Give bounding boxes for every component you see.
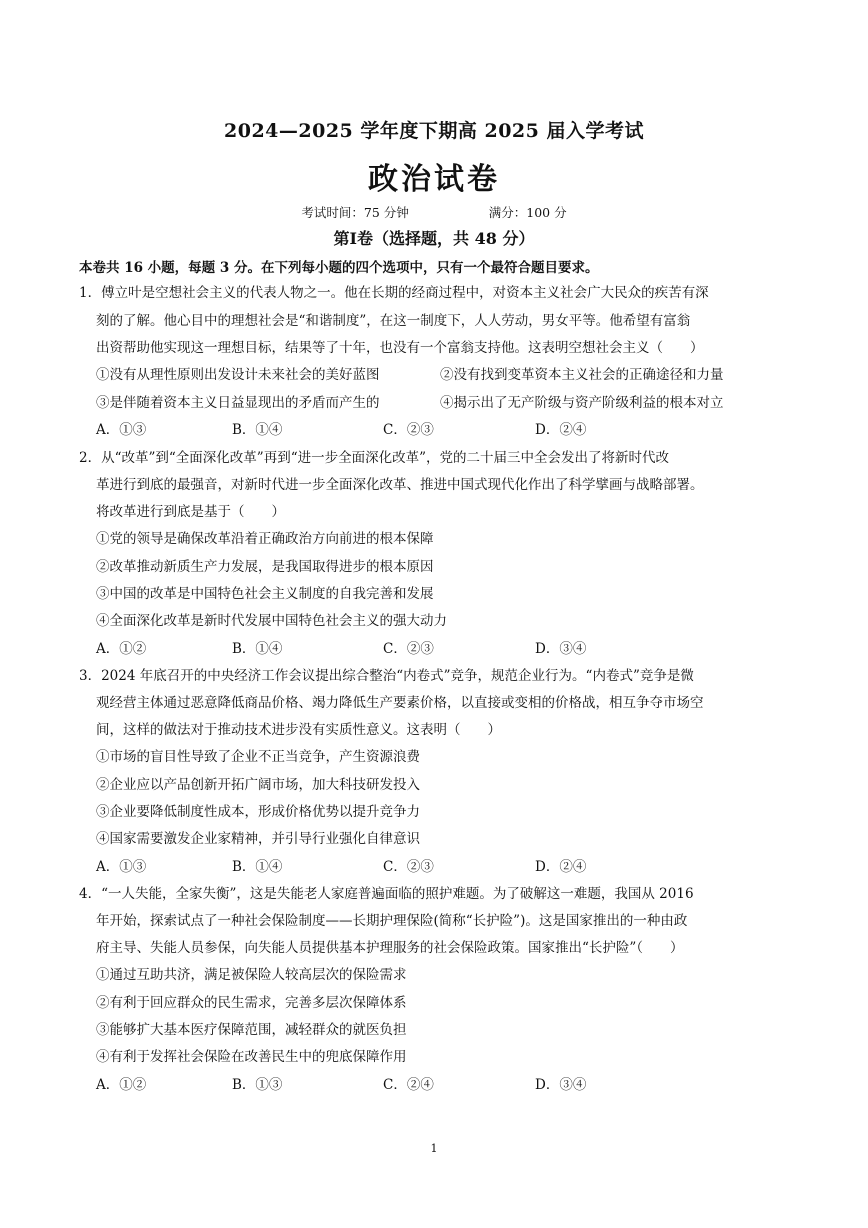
question-2-statement-2: ②改革推动新质生产力发展，是我国取得进步的根本原因 bbox=[96, 559, 434, 575]
question-2-stem-line: 2．从“改革”到“全面深化改革”再到“进一步全面深化改革”，党的二十届三中全会发出了将新时代改 bbox=[79, 450, 669, 466]
question-3-option-c[interactable]: C．②③ bbox=[383, 859, 434, 875]
question-2-statement-4: ④全面深化改革是新时代发展中国特色社会主义的强大动力 bbox=[96, 613, 447, 629]
question-1-statement-4: ④揭示出了无产阶级与资产阶级利益的根本对立 bbox=[440, 395, 724, 411]
exam-meta bbox=[0, 203, 868, 221]
question-4-stem-line: 4．“一人失能，全家失衡”，这是失能老人家庭普遍面临的照护难题。为了破解这一难题，我国从 2016 bbox=[79, 886, 694, 902]
question-2-option-a[interactable]: A．①② bbox=[96, 641, 147, 657]
section-instruction: 本卷共 16 小题，每题 3 分。在下列每小题的四个选项中，只有一个最符合题目要求。 bbox=[79, 260, 599, 276]
question-1-stem-line: 出资帮助他实现这一理想目标，结果等了十年，也没有一个富翁支持他。这表明空想社会主义（ ） bbox=[96, 340, 704, 356]
question-4-statement-2: ②有利于回应群众的民生需求，完善多层次保障体系 bbox=[96, 995, 407, 1011]
page-number: 1 bbox=[430, 1142, 438, 1155]
subject-title: 政治试卷 bbox=[368, 162, 500, 197]
question-3-stem-line: 3．2024 年底召开的中央经济工作会议提出综合整治“内卷式”竞争，规范企业行为。“内卷式”竞争是微 bbox=[79, 668, 694, 684]
question-4-stem-line: 年开始，探索试点了一种社会保险制度——长期护理保险(简称“长护险”)。这是国家推出的一种由政 bbox=[96, 913, 688, 929]
question-3-statement-3: ③企业要降低制度性成本，形成价格优势以提升竞争力 bbox=[96, 804, 420, 820]
question-3-stem-line: 间，这样的做法对于推动技术进步没有实质性意义。这表明（ ） bbox=[96, 722, 501, 738]
question-1-statement-2: ②没有找到变革资本主义社会的正确途径和力量 bbox=[440, 367, 724, 383]
question-3-option-d[interactable]: D．②④ bbox=[535, 859, 587, 875]
question-3-option-a[interactable]: A．①③ bbox=[96, 859, 147, 875]
question-2-option-c[interactable]: C．②③ bbox=[383, 641, 434, 657]
question-2-option-b[interactable]: B．①④ bbox=[232, 641, 283, 657]
question-1-stem-line: 1．傅立叶是空想社会主义的代表人物之一。他在长期的经商过程中，对资本主义社会广大民众的疾苦有深 bbox=[79, 285, 709, 301]
question-2-statement-1: ①党的领导是确保改革沿着正确政治方向前进的根本保障 bbox=[96, 531, 434, 547]
full-score: 满分：100 分 bbox=[488, 205, 567, 220]
question-1-stem-line: 刻的了解。他心目中的理想社会是“和谐制度”，在这一制度下，人人劳动，男女平等。他希望有富翁 bbox=[96, 313, 691, 329]
question-4-statement-1: ①通过互助共济，满足被保险人较高层次的保险需求 bbox=[96, 967, 407, 983]
question-1-statement-3: ③是伴随着资本主义日益显现出的矛盾而产生的 bbox=[96, 395, 380, 411]
question-4-option-a[interactable]: A．①② bbox=[96, 1077, 147, 1093]
question-3-statement-4: ④国家需要激发企业家精神，并引导行业强化自律意识 bbox=[96, 831, 420, 847]
question-2-option-d[interactable]: D．③④ bbox=[535, 641, 587, 657]
section-heading: 第Ⅰ卷（选择题，共 48 分） bbox=[333, 229, 535, 248]
question-3-option-b[interactable]: B．①④ bbox=[232, 859, 283, 875]
question-4-option-c[interactable]: C．②④ bbox=[383, 1077, 434, 1093]
question-2-statement-3: ③中国的改革是中国特色社会主义制度的自我完善和发展 bbox=[96, 586, 434, 602]
question-1-option-c[interactable]: C．②③ bbox=[383, 422, 434, 438]
question-1-option-b[interactable]: B．①④ bbox=[232, 422, 283, 438]
question-2-stem-line: 革进行到底的最强音，对新时代进一步全面深化改革、推进中国式现代化作出了科学擘画与战略部署。 bbox=[96, 477, 704, 493]
question-1-option-a[interactable]: A．①③ bbox=[96, 422, 147, 438]
question-4-statement-4: ④有利于发挥社会保险在改善民生中的兜底保障作用 bbox=[96, 1049, 407, 1065]
question-2-stem-line: 将改革进行到底是基于（ ） bbox=[96, 504, 285, 520]
question-4-stem-line: 府主导、失能人员参保，向失能人员提供基本护理服务的社会保险政策。国家推出“长护险”（ ） bbox=[96, 940, 684, 956]
question-4-statement-3: ③能够扩大基本医疗保障范围，减轻群众的就医负担 bbox=[96, 1022, 407, 1038]
exam-title: 2024—2025 学年度下期高 2025 届入学考试 bbox=[224, 120, 644, 142]
question-3-statement-1: ①市场的盲目性导致了企业不正当竞争，产生资源浪费 bbox=[96, 749, 420, 765]
question-1-option-d[interactable]: D．②④ bbox=[535, 422, 587, 438]
question-1-statement-1: ①没有从理性原则出发设计未来社会的美好蓝图 bbox=[96, 367, 380, 383]
question-3-stem-line: 观经营主体通过恶意降低商品价格、竭力降低生产要素价格，以直接或变相的价格战，相互争夺市场空 bbox=[96, 695, 704, 711]
question-3-statement-2: ②企业应以产品创新开拓广阔市场，加大科技研发投入 bbox=[96, 777, 420, 793]
question-4-option-b[interactable]: B．①③ bbox=[232, 1077, 283, 1093]
question-4-option-d[interactable]: D．③④ bbox=[535, 1077, 587, 1093]
exam-time: 考试时间：75 分钟 bbox=[301, 205, 409, 220]
